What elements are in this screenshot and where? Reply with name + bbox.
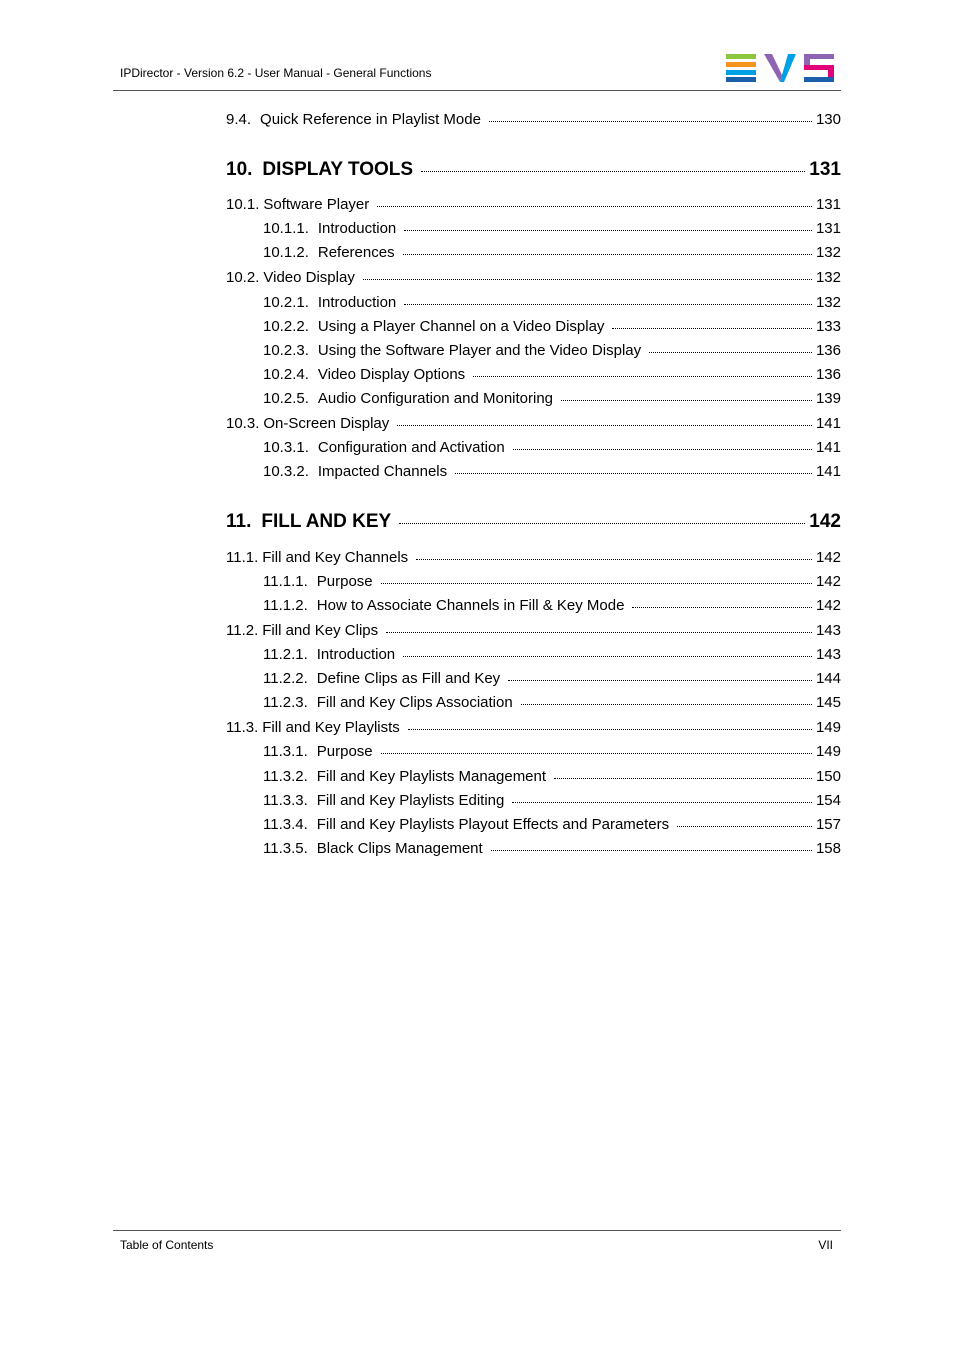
dot-leader	[455, 473, 812, 474]
toc-entry-page: 149	[815, 719, 841, 736]
toc-entry-number: 11.3.3.	[263, 792, 308, 809]
toc-entry-number: 10.	[226, 159, 253, 180]
toc-entry-title: References	[317, 244, 395, 261]
dot-leader	[403, 254, 812, 255]
dot-leader	[363, 279, 812, 280]
dot-leader	[513, 449, 812, 450]
toc-entry-page: 136	[815, 342, 841, 359]
toc-entry-number: 10.3.	[226, 415, 260, 432]
toc-entry-title: On-Screen Display	[263, 415, 390, 432]
toc-entry[interactable]	[263, 439, 841, 457]
toc-entry-page: 142	[815, 573, 841, 590]
toc-entry-number: 10.2.1.	[263, 294, 309, 311]
toc-entry-number: 10.1.2.	[263, 244, 309, 261]
toc-chapter-entry[interactable]	[226, 159, 841, 181]
toc-entry-number: 11.3.4.	[263, 816, 308, 833]
toc-entry-page: 141	[815, 463, 841, 480]
toc-entry-page: 131	[815, 196, 841, 213]
toc-entry-title: How to Associate Channels in Fill & Key Mode	[316, 597, 625, 614]
dot-leader	[404, 230, 812, 231]
toc-entry-title: Black Clips Management	[316, 840, 483, 857]
toc-entry[interactable]	[263, 743, 841, 761]
dot-leader	[649, 352, 812, 353]
dot-leader	[403, 656, 812, 657]
toc-entry[interactable]	[226, 549, 841, 567]
dot-leader	[491, 850, 812, 851]
toc-entry[interactable]	[263, 318, 841, 336]
toc-entry-number: 10.1.	[226, 196, 260, 213]
toc-entry-number: 11.2.3.	[263, 694, 308, 711]
toc-entry[interactable]	[263, 294, 841, 312]
dot-leader	[561, 400, 812, 401]
toc-entry-title: Purpose	[316, 743, 373, 760]
toc-entry-title: Define Clips as Fill and Key	[316, 670, 501, 687]
toc-entry-title: Video Display Options	[317, 366, 466, 383]
toc-entry-page: 142	[809, 511, 841, 532]
toc-entry-title: Quick Reference in Playlist Mode	[260, 111, 481, 128]
toc-entry-page: 143	[815, 646, 841, 663]
toc-entry-page: 132	[815, 269, 841, 286]
toc-entry-page: 130	[815, 111, 841, 128]
toc-entry-title: Impacted Channels	[317, 463, 448, 480]
document-title: IPDirector - Version 6.2 - User Manual - General Functions	[120, 66, 432, 80]
toc-entry-page: 150	[815, 768, 841, 785]
toc-entry-title: Software Player	[263, 196, 370, 213]
dot-leader	[632, 607, 812, 608]
toc-entry-title: Audio Configuration and Monitoring	[317, 390, 554, 407]
toc-entry[interactable]	[226, 196, 841, 214]
toc-entry[interactable]	[263, 597, 841, 615]
toc-entry-number: 11.2.1.	[263, 646, 308, 663]
toc-entry-number: 9.4.	[226, 111, 252, 128]
toc-entry-page: 139	[815, 390, 841, 407]
toc-entry[interactable]	[263, 220, 841, 238]
footer-section-label: Table of Contents	[120, 1238, 214, 1252]
footer-divider	[113, 1230, 841, 1231]
toc-entry-title: Fill and Key Clips Association	[316, 694, 513, 711]
toc-entry-title: Video Display	[263, 269, 355, 286]
dot-leader	[408, 729, 812, 730]
toc-entry-number: 10.2.3.	[263, 342, 309, 359]
toc-entry-title: Fill and Key Playlists	[262, 719, 400, 736]
toc-entry-number: 10.2.	[226, 269, 260, 286]
toc-entry[interactable]	[263, 573, 841, 591]
dot-leader	[521, 704, 812, 705]
dot-leader	[386, 632, 812, 633]
toc-entry[interactable]	[226, 111, 841, 129]
dot-leader	[377, 206, 812, 207]
toc-entry[interactable]	[263, 816, 841, 834]
dot-leader	[381, 583, 812, 584]
toc-entry-page: 154	[815, 792, 841, 809]
toc-entry-number: 11.3.2.	[263, 768, 308, 785]
toc-entry-number: 11.1.	[226, 549, 259, 566]
toc-entry-number: 10.2.5.	[263, 390, 309, 407]
toc-entry-page: 143	[815, 622, 841, 639]
toc-entry-number: 11.3.1.	[263, 743, 308, 760]
toc-entry-title: Using a Player Channel on a Video Display	[317, 318, 605, 335]
toc-entry-title: Introduction	[317, 294, 397, 311]
toc-entry-page: 142	[815, 549, 841, 566]
toc-entry-page: 141	[815, 415, 841, 432]
toc-entry-title: Fill and Key Playlists Editing	[316, 792, 505, 809]
toc-entry-title: Configuration and Activation	[317, 439, 505, 456]
toc-entry-number: 11.	[226, 511, 252, 532]
header-divider	[113, 90, 841, 91]
dot-leader	[554, 778, 812, 779]
toc-entry-page: 149	[815, 743, 841, 760]
toc-entry-number: 11.2.2.	[263, 670, 308, 687]
toc-entry[interactable]	[226, 622, 841, 640]
toc-entry-page: 141	[815, 439, 841, 456]
toc-entry-title: Purpose	[316, 573, 373, 590]
toc-entry-title: Introduction	[317, 220, 397, 237]
dot-leader	[677, 826, 812, 827]
dot-leader	[421, 171, 805, 172]
toc-entry-number: 10.2.2.	[263, 318, 309, 335]
toc-entry-page: 145	[815, 694, 841, 711]
toc-entry-number: 10.3.2.	[263, 463, 309, 480]
toc-entry-number: 10.2.4.	[263, 366, 309, 383]
toc-entry[interactable]	[263, 342, 841, 360]
dot-leader	[399, 523, 805, 524]
dot-leader	[489, 121, 812, 122]
toc-entry-page: 131	[815, 220, 841, 237]
toc-entry-title: Introduction	[316, 646, 396, 663]
dot-leader	[416, 559, 812, 560]
toc-entry-page: 158	[815, 840, 841, 857]
toc-entry-title: Fill and Key Playlists Management	[316, 768, 547, 785]
footer-page-number: VII	[818, 1238, 833, 1252]
toc-entry-title: Fill and Key Channels	[262, 549, 409, 566]
evs-logo	[726, 54, 834, 82]
toc-entry-page: 133	[815, 318, 841, 335]
toc-entry[interactable]	[226, 415, 841, 433]
toc-entry-page: 157	[815, 816, 841, 833]
toc-entry[interactable]	[263, 244, 841, 262]
dot-leader	[381, 753, 812, 754]
toc-entry[interactable]	[263, 366, 841, 384]
toc-entry-number: 11.1.2.	[263, 597, 308, 614]
toc-entry[interactable]	[226, 719, 841, 737]
toc-entry[interactable]	[226, 269, 841, 287]
toc-entry-number: 11.2.	[226, 622, 259, 639]
toc-entry-page: 142	[815, 597, 841, 614]
toc-entry-number: 11.3.5.	[263, 840, 308, 857]
toc-entry[interactable]	[263, 840, 841, 858]
toc-entry-title: DISPLAY TOOLS	[262, 159, 414, 180]
toc-entry[interactable]	[263, 646, 841, 664]
dot-leader	[508, 680, 812, 681]
dot-leader	[404, 304, 812, 305]
dot-leader	[473, 376, 812, 377]
toc-entry-title: Using the Software Player and the Video Display	[317, 342, 642, 359]
toc-entry[interactable]	[263, 792, 841, 810]
toc-entry-number: 11.3.	[226, 719, 259, 736]
toc-entry-page: 132	[815, 244, 841, 261]
toc-chapter-entry[interactable]	[226, 511, 841, 533]
toc-entry-title: FILL AND KEY	[261, 511, 392, 532]
toc-entry-title: Fill and Key Playlists Playout Effects and Parameters	[316, 816, 670, 833]
toc-entry-number: 10.1.1.	[263, 220, 309, 237]
toc-entry-page: 131	[809, 159, 841, 180]
toc-entry-page: 132	[815, 294, 841, 311]
toc-entry-number: 11.1.1.	[263, 573, 308, 590]
toc-entry[interactable]	[263, 694, 841, 712]
toc-entry[interactable]	[263, 390, 841, 408]
toc-entry[interactable]	[263, 768, 841, 786]
dot-leader	[512, 802, 812, 803]
toc-entry-number: 10.3.1.	[263, 439, 309, 456]
dot-leader	[397, 425, 812, 426]
toc-entry[interactable]	[263, 463, 841, 481]
dot-leader	[612, 328, 812, 329]
toc-entry-page: 144	[815, 670, 841, 687]
toc-entry[interactable]	[263, 670, 841, 688]
toc-entry-title: Fill and Key Clips	[262, 622, 379, 639]
toc-entry-page: 136	[815, 366, 841, 383]
